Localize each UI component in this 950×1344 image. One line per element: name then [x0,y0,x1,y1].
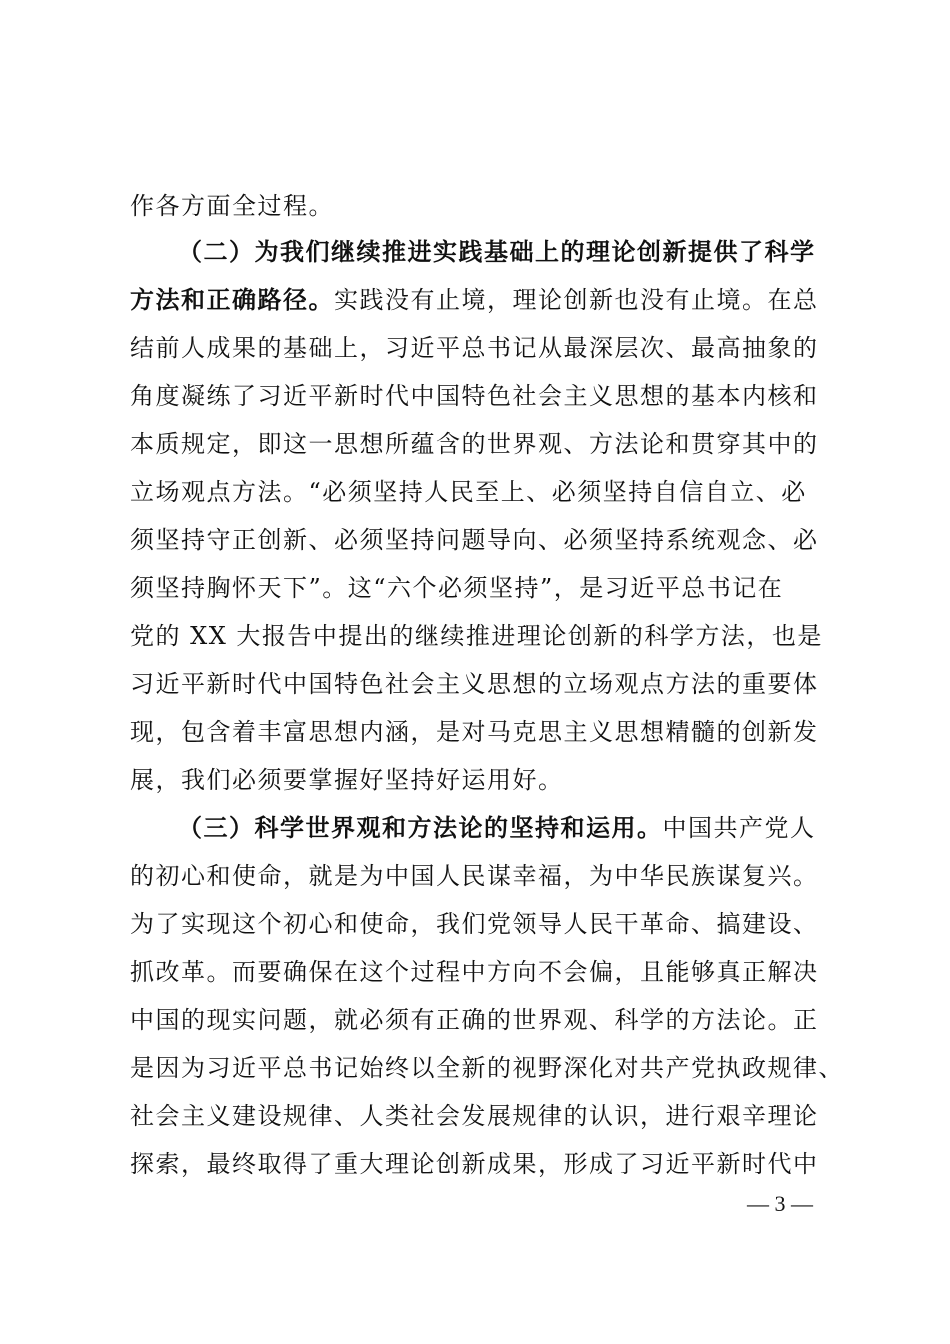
text-line [130,276,850,324]
text-line [130,660,850,708]
text-line [130,996,850,1044]
body-text-segment: 本质规定，即这一思想所蕴含的世界观、方法论和贯穿其中的 [130,430,819,458]
text-line [130,1140,850,1188]
body-text-segment: 展，我们必须要掌握好坚持好运用好。 [130,766,564,794]
bold-heading-text: （三）科学世界观和方法论的坚持和运用。 [178,813,663,842]
text-line [178,228,898,276]
text-line [130,564,850,612]
text-line [130,372,850,420]
text-line [130,1092,850,1140]
body-text-segment: 须坚持胸怀天下”。这“六个必须坚持”，是习近平总书记在 [130,574,784,602]
text-line [130,324,850,372]
body-text-segment: 中国共产党人 [662,814,816,842]
text-line [178,804,898,852]
body-text-segment: 实践没有止境，理论创新也没有止境。在总 [334,286,819,314]
body-text-segment: 为了实现这个初心和使命，我们党领导人民干革命、搞建设、 [130,910,819,938]
body-text-segment: 须坚持守正创新、必须坚持问题导向、必须坚持系统观念、必 [130,526,819,554]
body-text-segment: 抓改革。而要确保在这个过程中方向不会偏，且能够真正解决 [130,958,819,986]
text-line [130,612,850,660]
text-line [130,900,850,948]
text-line [130,1044,850,1092]
text-line [130,468,850,516]
body-text-segment: 现，包含着丰富思想内涵，是对马克思主义思想精髓的创新发 [130,718,819,746]
body-text-segment: 角度凝练了习近平新时代中国特色社会主义思想的基本内核和 [130,382,819,410]
body-text-segment: 社会主义建设规律、人类社会发展规律的认识，进行艰辛理论 [130,1102,819,1130]
body-text-segment: 结前人成果的基础上，习近平总书记从最深层次、最高抽象的 [130,334,819,362]
text-line [130,182,850,230]
bold-heading-text: （二）为我们继续推进实践基础上的理论创新提供了科学 [178,237,816,266]
body-text-segment: 探索，最终取得了重大理论创新成果，形成了习近平新时代中 [130,1150,819,1178]
body-text-segment: 的初心和使命，就是为中国人民谋幸福，为中华民族谋复兴。 [130,862,819,890]
body-text-segment: 习近平新时代中国特色社会主义思想的立场观点方法的重要体 [130,670,819,698]
body-text-segment: 中国的现实问题，就必须有正确的世界观、科学的方法论。正 [130,1006,819,1034]
body-text-segment: 立场观点方法。“必须坚持人民至上、必须坚持自信自立、必 [130,478,807,506]
text-line [130,708,850,756]
text-line [130,420,850,468]
text-line [130,948,850,996]
body-text-segment: 作各方面全过程。 [130,192,334,220]
body-text-segment: 是因为习近平总书记始终以全新的视野深化对共产党执政规律、 [130,1054,844,1082]
bold-heading-text: 方法和正确路径。 [130,285,334,314]
text-line [130,516,850,564]
body-text-segment: 党的 XX 大报告中提出的继续推进理论创新的科学方法，也是 [130,622,823,650]
text-line [130,852,850,900]
text-line [130,756,850,804]
page-number: — 3 — [747,1191,813,1216]
